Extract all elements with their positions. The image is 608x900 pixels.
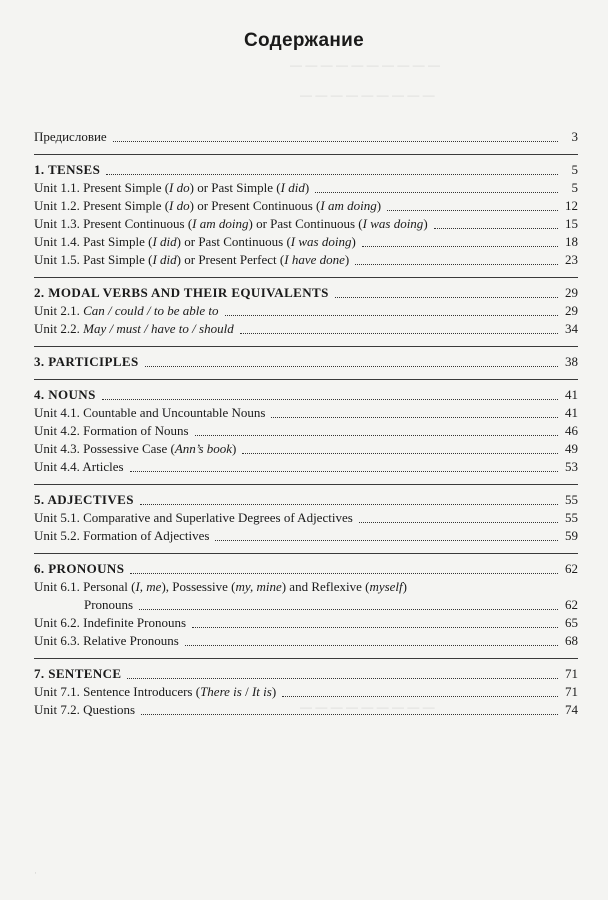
page-number: 41: [565, 387, 578, 402]
dot-leader: [145, 365, 558, 367]
dot-leader: [102, 398, 558, 400]
page-number: 15: [565, 216, 578, 231]
toc-section-sentence[interactable]: [34, 665, 578, 683]
dot-leader: [185, 644, 558, 646]
page-number: 55: [565, 510, 578, 525]
dot-leader: [195, 434, 558, 436]
section-heading: 7. SENTENCE: [34, 666, 122, 681]
toc-section-adjectives[interactable]: [34, 491, 578, 509]
toc-entry-unit-4-3[interactable]: [34, 440, 578, 458]
toc-section-nouns[interactable]: [34, 386, 578, 404]
section-heading: 3. PARTICIPLES: [34, 354, 139, 369]
toc-entry-unit-4-2[interactable]: [34, 422, 578, 440]
bleed-through-text: — — — — — — — — —: [300, 88, 435, 102]
entry-label: Unit 4.4. Articles: [34, 459, 124, 474]
section-heading: 1. TENSES: [34, 162, 101, 177]
toc-entry-unit-4-1[interactable]: [34, 404, 578, 422]
dot-leader: [140, 503, 558, 505]
page-title: Содержание: [243, 30, 365, 51]
dot-leader: [434, 227, 558, 229]
toc-entry-preface[interactable]: [34, 128, 578, 146]
dot-leader: [335, 296, 558, 298]
entry-label: Unit 1.4. Past Simple (I did) or Past Continuous (I was doing): [34, 234, 356, 249]
entry-label: Unit 7.2. Questions: [34, 702, 136, 717]
dot-leader: [113, 140, 558, 142]
toc-section-pronouns[interactable]: [34, 560, 578, 578]
bleed-through-text: — — — — — — — — —: [300, 700, 435, 714]
page-number: 53: [565, 459, 578, 474]
table-of-contents: [34, 128, 578, 719]
entry-label: Unit 5.2. Formation of Adjectives: [34, 528, 210, 543]
page-number: 49: [565, 441, 578, 456]
entry-label: Unit 1.2. Present Simple (I do) or Present Continuous (I am doing): [34, 198, 382, 213]
page-number: 46: [565, 423, 578, 438]
entry-label: Unit 4.1. Countable and Uncountable Nouns: [34, 405, 266, 420]
toc-entry-unit-1-4[interactable]: [34, 233, 578, 251]
toc-entry-unit-1-3[interactable]: [34, 215, 578, 233]
toc-entry-unit-5-1[interactable]: [34, 509, 578, 527]
toc-entry-unit-6-1-line1[interactable]: Unit 6.1. Personal (I, me), Possessive (my, mine) and Reflexive (myself): [34, 579, 407, 594]
toc-entry-unit-6-3[interactable]: [34, 632, 578, 650]
bleed-through-text: — — — — — — — — — —: [290, 58, 441, 72]
toc-section-modal-verbs[interactable]: [34, 284, 578, 302]
page-number: 34: [565, 321, 578, 336]
page-number: 71: [565, 666, 578, 681]
page-number: 71: [565, 684, 578, 699]
toc-entry-unit-2-2[interactable]: [34, 320, 578, 338]
page-number: 5: [571, 162, 578, 177]
toc-entry-unit-6-2[interactable]: [34, 614, 578, 632]
page-number: 65: [565, 615, 578, 630]
toc-entry-unit-1-1[interactable]: [34, 179, 578, 197]
page-number: 62: [565, 561, 578, 576]
toc-entry-unit-6-1[interactable]: [34, 596, 578, 614]
page-number: 68: [565, 633, 578, 648]
section-heading: 5. ADJECTIVES: [34, 492, 134, 507]
page-number: 62: [565, 597, 578, 612]
section-heading: 2. MODAL VERBS AND THEIR EQUIVALENTS: [34, 285, 329, 300]
page-number: 29: [565, 303, 578, 318]
dot-leader: [130, 470, 558, 472]
toc-entry-unit-1-2[interactable]: [34, 197, 578, 215]
entry-label: Unit 2.1. Can / could / to be able to: [34, 303, 219, 318]
dot-leader: [139, 608, 558, 610]
dot-leader: [127, 677, 558, 679]
dot-leader: [192, 626, 558, 628]
section-heading: 6. PRONOUNS: [34, 561, 125, 576]
dot-leader: [315, 191, 558, 193]
entry-label: Unit 4.3. Possessive Case (Ann’s book): [34, 441, 237, 456]
dot-leader: [271, 416, 558, 418]
toc-entry-unit-5-2[interactable]: [34, 527, 578, 545]
page-number: 74: [565, 702, 578, 717]
toc-section-tenses[interactable]: [34, 161, 578, 179]
entry-label: Unit 1.1. Present Simple (I do) or Past Simple (I did): [34, 180, 310, 195]
page-number: 5: [571, 180, 578, 195]
dot-leader: [387, 209, 558, 211]
entry-label: Unit 1.5. Past Simple (I did) or Present Perfect (I have done): [34, 252, 350, 267]
entry-label: Unit 6.3. Relative Pronouns: [34, 633, 179, 648]
dot-leader: [282, 695, 558, 697]
entry-label-continued: Pronouns: [84, 597, 134, 612]
page-number: 38: [565, 354, 578, 369]
entry-label: Unit 2.2. May / must / have to / should: [34, 321, 234, 336]
entry-label: Unit 6.2. Indefinite Pronouns: [34, 615, 187, 630]
toc-entry-unit-4-4[interactable]: [34, 458, 578, 476]
entry-label: Предисловие: [34, 129, 107, 144]
toc-entry-unit-2-1[interactable]: [34, 302, 578, 320]
page-number: 29: [565, 285, 578, 300]
dot-leader: [106, 173, 558, 175]
toc-entry-unit-7-1[interactable]: [34, 683, 578, 701]
dot-leader: [240, 332, 558, 334]
page-number: 12: [565, 198, 578, 213]
toc-section-participles[interactable]: [34, 353, 578, 371]
dot-leader: [225, 314, 558, 316]
page-number: 41: [565, 405, 578, 420]
dot-leader: [215, 539, 558, 541]
entry-label: Unit 1.3. Present Continuous (I am doing) or Past Continuous (I was doing): [34, 216, 428, 231]
page-number: 23: [565, 252, 578, 267]
section-heading: 4. NOUNS: [34, 387, 96, 402]
toc-entry-unit-1-5[interactable]: [34, 251, 578, 269]
page-corner-mark: ·: [34, 868, 37, 878]
page-number: 3: [571, 129, 578, 144]
page-number: 59: [565, 528, 578, 543]
page-number: 18: [565, 234, 578, 249]
dot-leader: [355, 263, 558, 265]
entry-label: Unit 5.1. Comparative and Superlative Degrees of Adjectives: [34, 510, 353, 525]
entry-label: Unit 7.1. Sentence Introducers (There is / It is): [34, 684, 277, 699]
dot-leader: [359, 521, 558, 523]
page-number: 55: [565, 492, 578, 507]
dot-leader: [362, 245, 558, 247]
entry-label: Unit 4.2. Formation of Nouns: [34, 423, 189, 438]
dot-leader: [242, 452, 558, 454]
dot-leader: [130, 572, 558, 574]
